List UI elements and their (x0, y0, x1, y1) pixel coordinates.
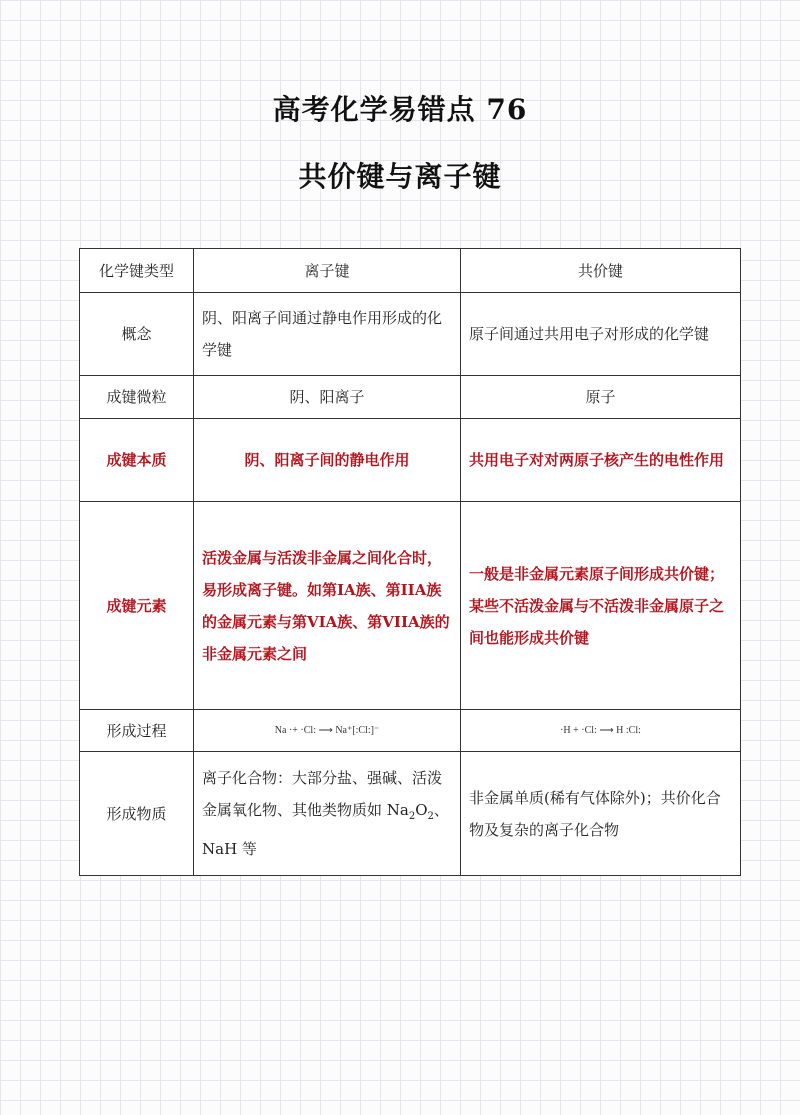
covalent-formula-text: ·H + ·Cl: ⟶ H :Cl: (560, 724, 641, 736)
ionic-cell: 阴、阳离子间的静电作用 (194, 419, 461, 502)
row-label: 成键微粒 (80, 376, 194, 419)
covalent-cell: 原子 (461, 376, 741, 419)
subscript: 2 (427, 811, 434, 822)
ionic-substances-text: 离子化合物：大部分盐、强碱、活泼金属氧化物、其他类物质如 Na (202, 769, 443, 819)
table-row-elements (80, 502, 741, 710)
covalent-cell (461, 502, 741, 710)
table-row-essence (80, 419, 741, 502)
ionic-substances-text: 、NaH 等 (202, 801, 449, 858)
row-label: 成键本质 (80, 419, 194, 502)
subscript: 2 (408, 811, 416, 822)
row-label: 概念 (80, 293, 194, 376)
header-covalent: 共价键 (461, 249, 741, 293)
ionic-cell: 活泼金属与活泼非金属之间化合时，易形成离子键。如第IA族、第IIA族的金属元素与第VIA族、第VIIA族的非金属元素之间 (194, 502, 461, 710)
page-title: 高考化学易错点 76 (272, 93, 528, 126)
header-ionic: 离子键 (194, 249, 461, 293)
page-subtitle: 共价键与离子键 (298, 160, 502, 193)
ionic-cell (194, 752, 461, 876)
bond-comparison-table (79, 248, 741, 876)
ionic-cell: 阴、阳离子 (194, 376, 461, 419)
table-header-row (80, 249, 741, 293)
table-row-substances (80, 752, 741, 876)
covalent-rule-general: 一般是非金属元素原子间形成共价键； (469, 564, 725, 583)
covalent-cell: 共用电子对对两原子核产生的电性作用 (461, 419, 741, 502)
ionic-substances-text: O (415, 801, 428, 819)
covalent-cell: 非金属单质(稀有气体除外)；共价化合物及复杂的离子化合物 (461, 752, 741, 876)
covalent-cell: 原子间通过共用电子对形成的化学键 (461, 293, 741, 376)
ionic-formation-formula (194, 710, 461, 752)
table-row-concept (80, 293, 741, 376)
header-bond-type: 化学键类型 (80, 249, 194, 293)
row-label: 形成过程 (80, 710, 194, 752)
covalent-rule-exception: 某些不活泼金属与不活泼非金属原子之间也能形成共价键 (469, 596, 725, 647)
ionic-cell: 阴、阳离子间通过静电作用形成的化学键 (194, 293, 461, 376)
row-label: 成键元素 (80, 502, 194, 710)
table-row-particles (80, 376, 741, 419)
table-row-process (80, 710, 741, 752)
row-label: 形成物质 (80, 752, 194, 876)
ionic-formula-text: Na ·+ ·Cl: ⟶ Na⁺[:Cl:]⁻ (274, 724, 380, 736)
covalent-formation-formula (461, 710, 741, 752)
